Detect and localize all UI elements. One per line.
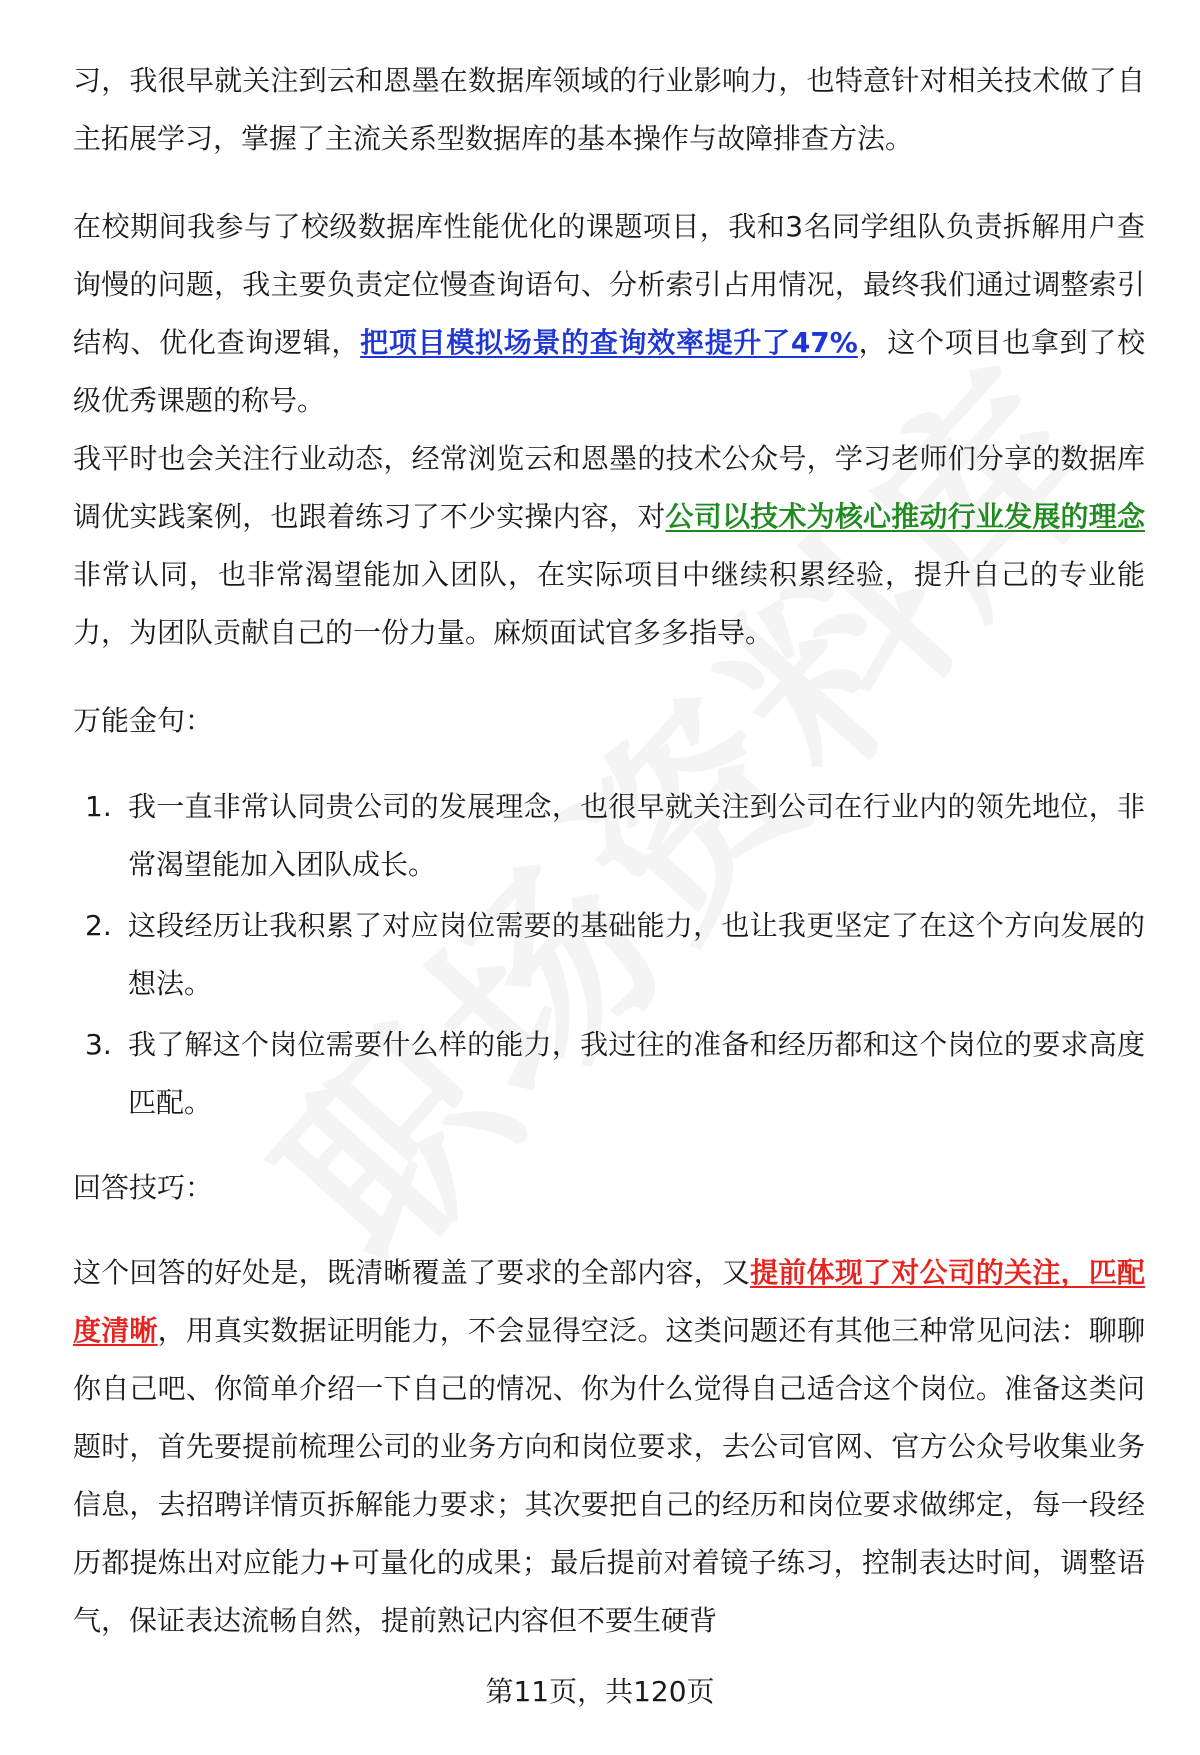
highlight-company-philosophy: 公司以技术为核心推动行业发展的理念 — [665, 500, 1145, 533]
golden-sentences-heading: 万能金句： — [73, 704, 214, 737]
list-item — [73, 1016, 1145, 1132]
list-item-text: 我一直非常认同贵公司的发展理念，也很早就关注到公司在行业内的领先地位，非常渴望能加入团队成长。 — [128, 790, 1145, 881]
list-item — [73, 897, 1145, 1013]
paragraph-interest-text-after: 非常认同，也非常渴望能加入团队，在实际项目中继续积累经验，提升自己的专业能力，为团队贡献自己的一份力量。麻烦面试官多多指导。 — [73, 558, 1145, 649]
list-item-text: 我了解这个岗位需要什么样的能力，我过往的准备和经历都和这个岗位的要求高度匹配。 — [128, 1028, 1145, 1119]
answer-tips-heading: 回答技巧： — [73, 1171, 214, 1204]
paragraph-tips-text-after: ，用真实数据证明能力，不会显得空泛。这类问题还有其他三种常见问法：聊聊你自己吧、你简单介绍一下自己的情况、你为什么觉得自己适合这个岗位。准备这类问题时，首先要提前梳理公司的业务方向和岗位要求，去公司官网、官方公众号收集业务信息，去招聘详情页拆解能力要求；其次要把自己的经历和岗位要求做绑定，每一段经历都提炼出对应能力+可量化的成果；最后提前对着镜子练习，控制表达时间，调整语气，保证表达流畅自然，提前熟记内容但不要生硬背 — [73, 1314, 1145, 1637]
golden-sentences-list — [73, 778, 1145, 1132]
paragraph-interest-text-before: 我平时也会关注行业动态，经常浏览云和恩墨的技术公众号，学习老师们分享的数据库调优实践案例，也跟着练习了不少实操内容，对 — [73, 442, 1145, 533]
list-item-number: 2. — [85, 909, 112, 942]
highlight-efficiency-result: 把项目模拟场景的查询效率提升了47% — [360, 326, 858, 359]
paragraph-project-text-before: 在校期间我参与了校级数据库性能优化的课题项目，我和3名同学组队负责拆解用户查询慢的问题，我主要负责定位慢查询语句、分析索引占用情况，最终我们通过调整索引结构、优化查询逻辑， — [73, 210, 1145, 359]
paragraph-project-experience — [73, 198, 1145, 430]
paragraph-answer-tips — [73, 1244, 1145, 1650]
list-item-number: 1. — [85, 790, 112, 823]
document-body — [73, 52, 1145, 1650]
paragraph-intro-continued: 习，我很早就关注到云和恩墨在数据库领域的行业影响力，也特意针对相关技术做了自主拓展学习，掌握了主流关系型数据库的基本操作与故障排查方法。 — [73, 64, 1145, 155]
page-number-footer: 第11页，共120页 — [485, 1675, 715, 1708]
paragraph-industry-interest — [73, 430, 1145, 662]
highlight-company-attention: 提前体现了对公司的关注，匹配度清晰 — [73, 1256, 1145, 1347]
list-item-number: 3. — [85, 1028, 112, 1061]
paragraph-project-text-after: ，这个项目也拿到了校级优秀课题的称号。 — [73, 326, 1145, 417]
list-item-text: 这段经历让我积累了对应岗位需要的基础能力，也让我更坚定了在这个方向发展的想法。 — [128, 909, 1145, 1000]
paragraph-tips-text-before: 这个回答的好处是，既清晰覆盖了要求的全部内容，又 — [73, 1256, 751, 1289]
list-item — [73, 778, 1145, 894]
